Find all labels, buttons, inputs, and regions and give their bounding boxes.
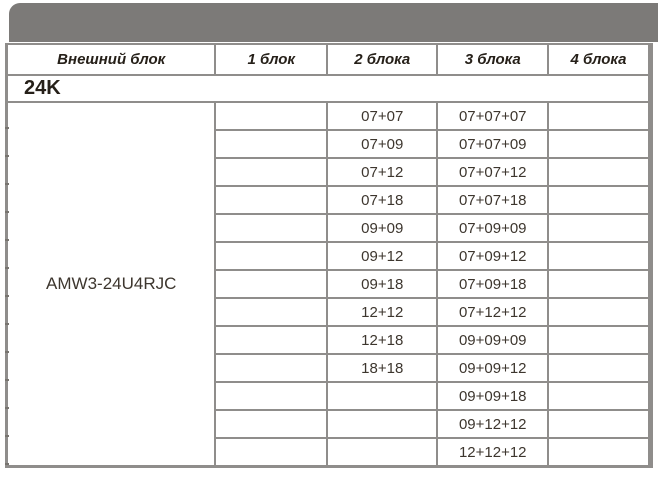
header-row [7,44,651,75]
cell-1block [215,410,327,438]
cell-1block [215,214,327,242]
cell-1block [215,326,327,354]
cell-4blocks [548,270,651,298]
cell-3blocks: 07+09+12 [437,242,548,270]
cell-2blocks: 09+09 [327,214,438,242]
cell-2blocks: 09+12 [327,242,438,270]
unit-combination-table [5,43,653,468]
table-row [7,102,651,130]
section-label: 24K [7,75,651,102]
cell-2blocks: 07+12 [327,158,438,186]
cell-4blocks [548,382,651,410]
cell-4blocks [548,214,651,242]
outdoor-unit-name: AMW3-24U4RJC [7,102,216,467]
cell-4blocks [548,438,651,467]
cell-3blocks: 09+12+12 [437,410,548,438]
col-header-2-blocks: 2 блока [327,44,438,75]
cell-3blocks: 12+12+12 [437,438,548,467]
cell-1block [215,158,327,186]
cell-1block [215,242,327,270]
cell-1block [215,102,327,130]
cell-2blocks [327,410,438,438]
cell-4blocks [548,410,651,438]
cell-1block [215,298,327,326]
col-header-3-blocks: 3 блока [437,44,548,75]
cell-1block [215,438,327,467]
cell-3blocks: 07+12+12 [437,298,548,326]
top-banner [9,3,658,42]
cell-1block [215,130,327,158]
cell-3blocks: 09+09+12 [437,354,548,382]
cell-3blocks: 07+09+09 [437,214,548,242]
cell-3blocks: 07+07+18 [437,186,548,214]
cell-2blocks [327,382,438,410]
cell-3blocks: 07+07+07 [437,102,548,130]
cell-3blocks: 07+07+12 [437,158,548,186]
cell-4blocks [548,298,651,326]
cell-4blocks [548,186,651,214]
cell-1block [215,354,327,382]
cell-1block [215,382,327,410]
cell-3blocks: 07+09+18 [437,270,548,298]
cell-2blocks: 07+18 [327,186,438,214]
cell-4blocks [548,158,651,186]
cell-4blocks [548,354,651,382]
col-header-1-block: 1 блок [215,44,327,75]
cell-1block [215,270,327,298]
cell-2blocks [327,438,438,467]
cell-2blocks: 12+12 [327,298,438,326]
cell-2blocks: 18+18 [327,354,438,382]
cell-4blocks [548,102,651,130]
col-header-outdoor-unit: Внешний блок [7,44,216,75]
cell-2blocks: 09+18 [327,270,438,298]
cell-3blocks: 09+09+09 [437,326,548,354]
section-row [7,75,651,102]
col-header-4-blocks: 4 блока [548,44,651,75]
cell-2blocks: 12+18 [327,326,438,354]
cell-1block [215,186,327,214]
cell-3blocks: 07+07+09 [437,130,548,158]
cell-4blocks [548,242,651,270]
cell-4blocks [548,326,651,354]
cell-2blocks: 07+07 [327,102,438,130]
cell-2blocks: 07+09 [327,130,438,158]
cell-4blocks [548,130,651,158]
cell-3blocks: 09+09+18 [437,382,548,410]
